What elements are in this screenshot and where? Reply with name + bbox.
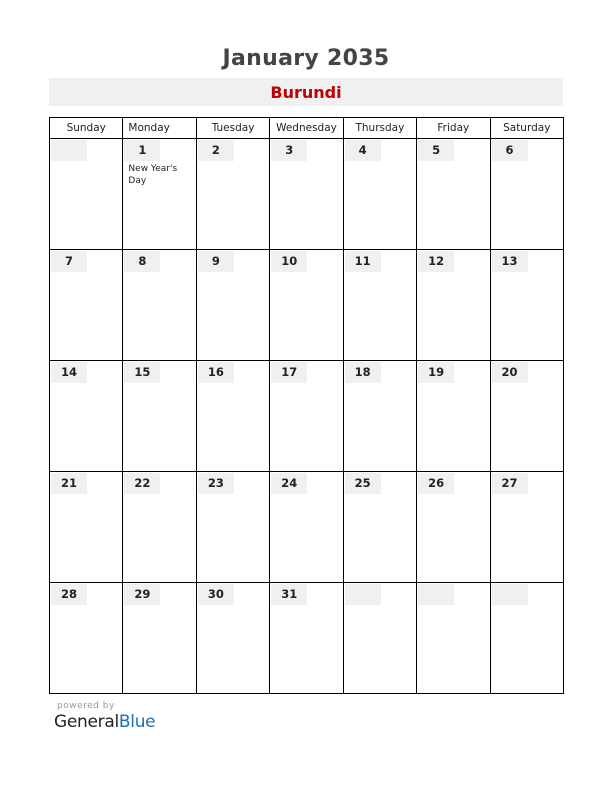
day-number — [51, 140, 87, 161]
holiday-label: New Year's Day — [128, 164, 178, 186]
calendar-title: January 2035 — [222, 46, 390, 71]
day-number: 17 — [271, 362, 307, 383]
day-cell — [50, 472, 123, 583]
day-number: 28 — [51, 584, 87, 605]
day-cell — [417, 361, 490, 472]
day-number: 14 — [51, 362, 87, 383]
day-number: 16 — [198, 362, 234, 383]
day-number: 24 — [271, 473, 307, 494]
day-cell — [196, 139, 269, 250]
day-cell — [490, 583, 563, 694]
day-cell — [417, 583, 490, 694]
day-cell — [270, 250, 343, 361]
day-number — [345, 584, 381, 605]
day-cell — [417, 472, 490, 583]
day-number: 2 — [198, 140, 234, 161]
day-cell — [196, 583, 269, 694]
week-row — [50, 139, 564, 250]
day-number: 10 — [271, 251, 307, 272]
day-number: 6 — [492, 140, 528, 161]
day-cell — [343, 139, 416, 250]
day-cell — [270, 583, 343, 694]
day-number: 5 — [418, 140, 454, 161]
week-row — [50, 250, 564, 361]
day-cell — [50, 361, 123, 472]
day-cell — [270, 361, 343, 472]
country-name: Burundi — [270, 83, 342, 102]
weekday-monday: Monday — [123, 118, 196, 139]
day-cell — [490, 361, 563, 472]
day-cell — [417, 139, 490, 250]
generalblue-logo — [54, 712, 155, 732]
day-cell — [490, 250, 563, 361]
day-cell — [343, 250, 416, 361]
day-cell — [270, 139, 343, 250]
day-number: 30 — [198, 584, 234, 605]
day-number: 22 — [124, 473, 160, 494]
weekday-tuesday: Tuesday — [196, 118, 269, 139]
day-number: 13 — [492, 251, 528, 272]
day-cell — [270, 472, 343, 583]
day-number: 27 — [492, 473, 528, 494]
calendar-grid — [49, 117, 564, 694]
day-cell — [196, 472, 269, 583]
brand-blue: Blue — [118, 712, 156, 732]
day-cell — [196, 361, 269, 472]
day-cell — [50, 583, 123, 694]
day-number: 21 — [51, 473, 87, 494]
day-cell — [490, 139, 563, 250]
day-number: 7 — [51, 251, 87, 272]
day-number: 18 — [345, 362, 381, 383]
weekday-thursday: Thursday — [343, 118, 416, 139]
day-number: 1 — [124, 140, 160, 161]
day-number: 26 — [418, 473, 454, 494]
day-number: 29 — [124, 584, 160, 605]
day-cell — [196, 250, 269, 361]
day-number: 15 — [124, 362, 160, 383]
day-cell — [123, 250, 196, 361]
day-cell — [123, 583, 196, 694]
day-number: 8 — [124, 251, 160, 272]
day-cell — [343, 472, 416, 583]
weekday-friday: Friday — [417, 118, 490, 139]
day-number: 31 — [271, 584, 307, 605]
powered-by-label: powered by — [57, 701, 115, 711]
day-number: 9 — [198, 251, 234, 272]
day-number: 23 — [198, 473, 234, 494]
day-number: 3 — [271, 140, 307, 161]
weekday-sunday: Sunday — [50, 118, 123, 139]
day-cell — [123, 472, 196, 583]
day-cell — [123, 139, 196, 250]
week-row — [50, 472, 564, 583]
day-number: 11 — [345, 251, 381, 272]
day-cell — [50, 250, 123, 361]
country-banner — [49, 78, 563, 106]
day-cell — [343, 361, 416, 472]
day-cell — [50, 139, 123, 250]
day-number: 19 — [418, 362, 454, 383]
week-row — [50, 361, 564, 472]
day-cell — [343, 583, 416, 694]
day-cell — [490, 472, 563, 583]
day-number — [492, 584, 528, 605]
day-cell — [417, 250, 490, 361]
day-number: 4 — [345, 140, 381, 161]
day-number — [418, 584, 454, 605]
day-number: 25 — [345, 473, 381, 494]
weekday-saturday: Saturday — [490, 118, 563, 139]
weekday-wednesday: Wednesday — [270, 118, 343, 139]
weekday-header-row — [50, 118, 564, 139]
brand-general: General — [54, 712, 119, 732]
day-number: 12 — [418, 251, 454, 272]
day-cell — [123, 361, 196, 472]
week-row — [50, 583, 564, 694]
day-number: 20 — [492, 362, 528, 383]
